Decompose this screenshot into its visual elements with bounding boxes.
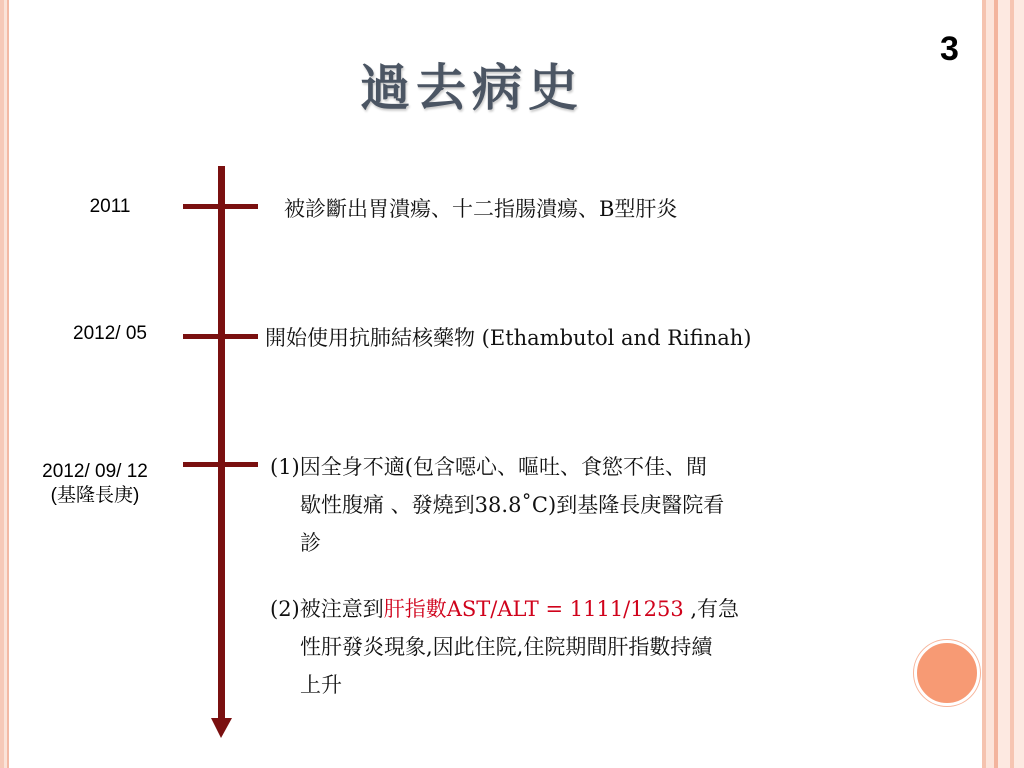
- timeline-arrow-head: [211, 718, 232, 738]
- timeline-event-item-1: [270, 448, 930, 562]
- event-suffix: ,有急: [683, 597, 740, 621]
- event-line: 診: [300, 531, 321, 555]
- timeline-date: 2012/ 05: [73, 323, 147, 344]
- slide-title: 過去病史: [360, 58, 584, 117]
- timeline-date: 2012/ 09/ 12: [42, 461, 148, 482]
- event-line: 歇性腹痛 、發燒到38.8˚C)到基隆長庚醫院看: [300, 493, 725, 517]
- event-line: (1)因全身不適(包含噁心、嘔吐、食慾不佳、間: [270, 455, 707, 479]
- event-prefix: (2)被注意到: [270, 597, 384, 621]
- timeline-axis: [218, 166, 225, 720]
- timeline-event: 被診斷出胃潰瘍、十二指腸潰瘍、B型肝炎: [284, 197, 678, 221]
- timeline-tick-2012-05: [183, 334, 258, 339]
- timeline-tick-2011: [183, 204, 258, 209]
- event-line: 性肝發炎現象,因此住院,住院期間肝指數持續: [300, 635, 713, 659]
- right-decorative-border: [974, 0, 1024, 768]
- timeline-date-block: [15, 460, 175, 508]
- event-line: [270, 597, 739, 621]
- liver-enzyme-highlight: 肝指數AST/ALT = 1111/1253: [383, 597, 684, 621]
- timeline-date: 2011: [89, 196, 131, 217]
- timeline-date-note: (基隆長庚): [50, 485, 140, 506]
- event-line: 上升: [300, 673, 342, 697]
- left-decorative-border: [0, 0, 12, 768]
- slide-number: 3: [940, 30, 959, 68]
- timeline-event-item-2: [270, 590, 930, 704]
- timeline-tick-2012-09-12: [183, 462, 258, 467]
- timeline-event: 開始使用抗肺結核藥物 (Ethambutol and Rifinah): [265, 326, 752, 350]
